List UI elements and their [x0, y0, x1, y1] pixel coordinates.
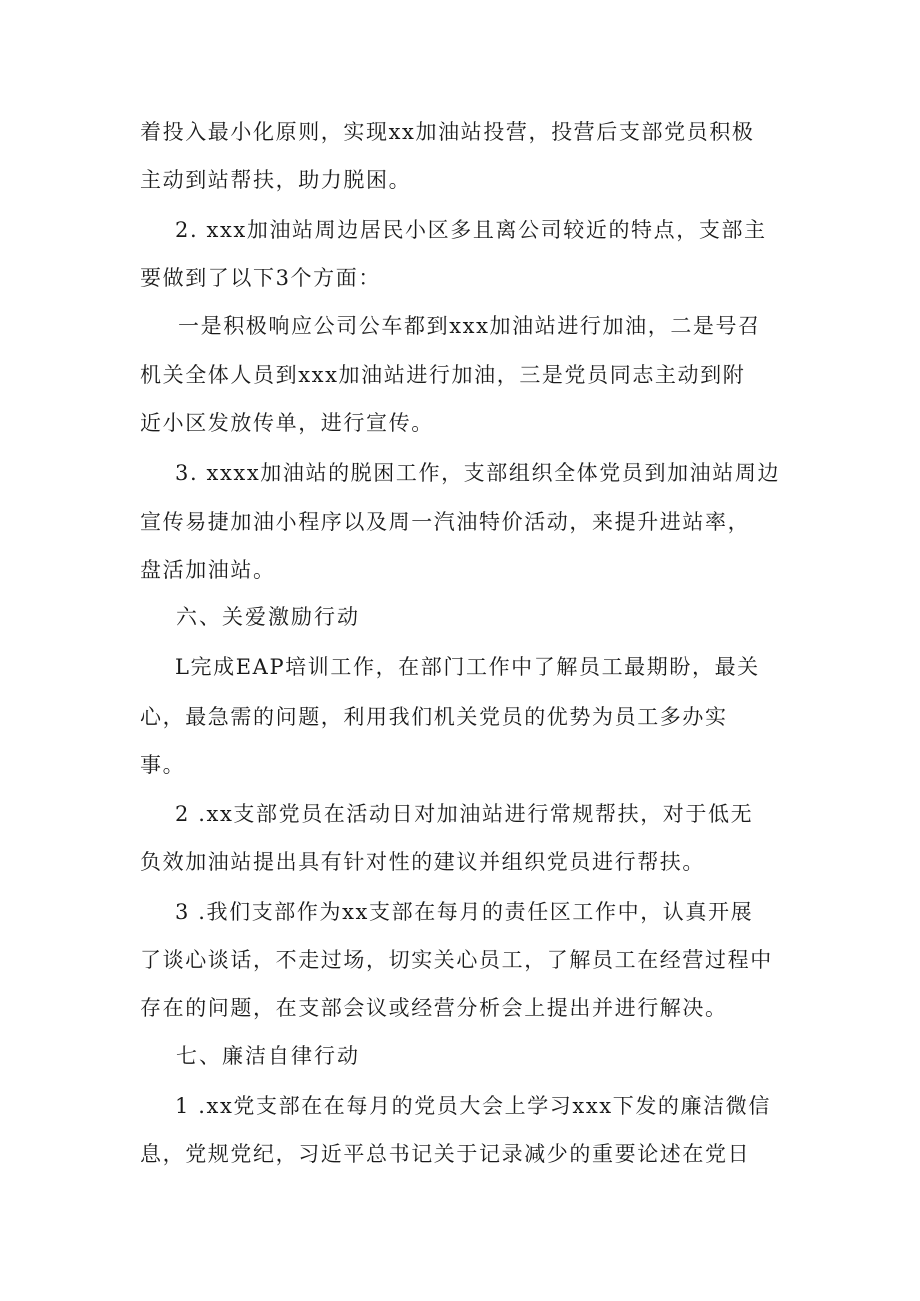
- text-line: 要做到了以下3个方面：: [140, 266, 381, 290]
- text-line: 宣传易捷加油小程序以及周一汽油特价活动，来提升进站率，: [140, 510, 751, 534]
- text-line: 3 .我们支部作为xx支部在每月的责任区工作中，认真开展: [175, 900, 754, 924]
- text-line: 息，党规党纪，习近平总书记关于记录减少的重要论述在党日: [140, 1142, 751, 1166]
- text-line: 了谈心谈话，不走过场，切实关心员工，了解员工在经营过程中: [140, 948, 773, 972]
- text-line: 机关全体人员到xxx加油站进行加油，三是党员同志主动到附: [140, 363, 746, 387]
- text-line: 2 .xx支部党员在活动日对加油站进行常规帮扶，对于低无: [175, 802, 754, 826]
- text-line: 心，最急需的问题，利用我们机关党员的优势为员工多办实: [140, 705, 728, 729]
- text-line: 主动到站帮扶，助力脱困。: [140, 168, 412, 192]
- text-line: 着投入最小化原则，实现xx加油站投营，投营后支部党员积极: [140, 120, 755, 144]
- text-line: L完成EAP培训工作，在部门工作中了解员工最期盼，最关: [175, 655, 760, 679]
- text-line: 存在的问题，在支部会议或经营分析会上提出并进行解决。: [140, 996, 728, 1020]
- text-line: 1 .xx党支部在在每月的党员大会上学习xxx下发的廉洁微信: [175, 1094, 771, 1118]
- text-line: 近小区发放传单，进行宣传。: [140, 411, 434, 435]
- text-line: 一是积极响应公司公车都到xxx加油站进行加油，二是号召: [178, 314, 761, 338]
- text-line: 负效加油站提出具有针对性的建议并组织党员进行帮扶。: [140, 850, 705, 874]
- text-line: 事。: [140, 753, 186, 777]
- section-heading: 七、廉洁自律行动: [176, 1044, 360, 1068]
- text-line: 盘活加油站。: [140, 558, 276, 582]
- text-line: 3. xxxx加油站的脱困工作，支部组织全体党员到加油站周边: [175, 461, 781, 485]
- section-heading: 六、关爱激励行动: [176, 605, 360, 629]
- text-line: 2. xxx加油站周边居民小区多且离公司较近的特点，支部主: [175, 218, 767, 242]
